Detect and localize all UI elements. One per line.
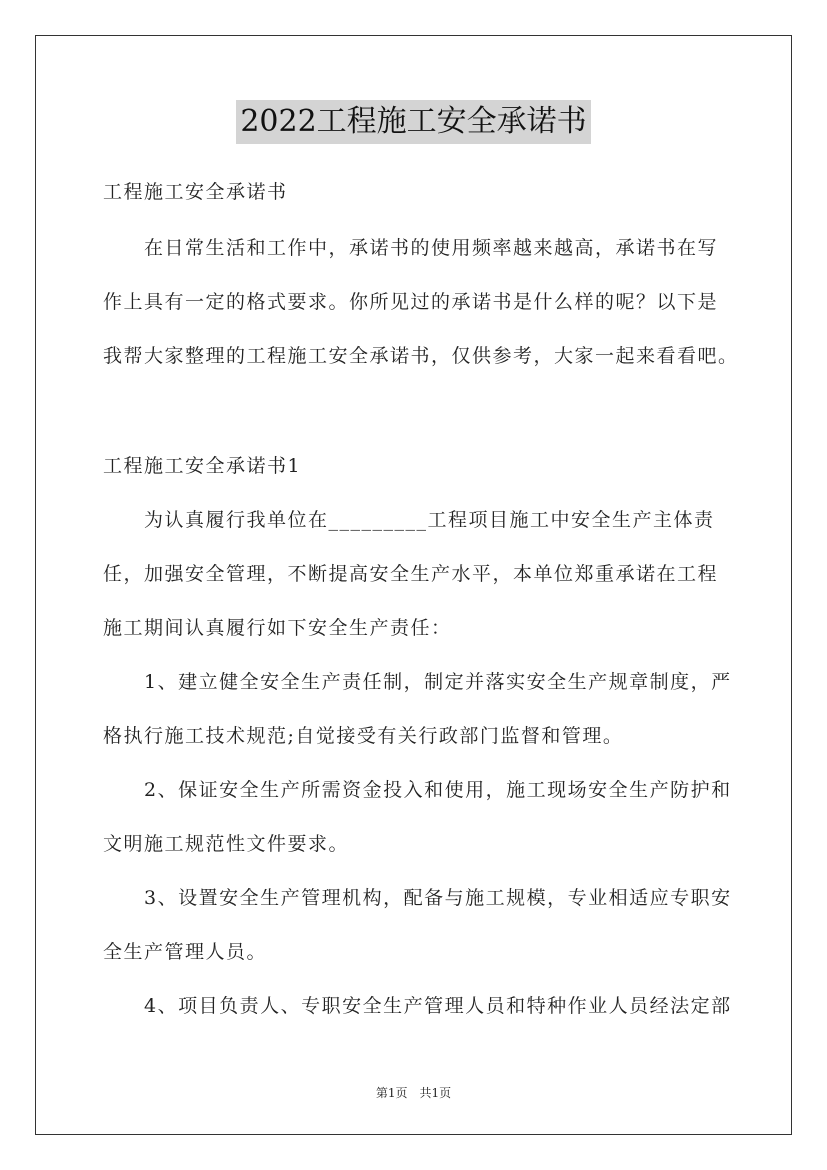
text-line: 在日常生活和工作中，承诺书的使用频率越来越高，承诺书在写 [103,237,719,259]
page-footer: 第1页 共1页 [375,1086,452,1100]
title-container [0,100,827,144]
text-line: 全生产管理人员。 [103,941,268,963]
text-line: 格执行施工技术规范;自觉接受有关行政部门监督和管理。 [103,725,624,747]
text-line: 2、保证安全生产所需资金投入和使用，施工现场安全生产防护和 [103,779,732,801]
text-line: 我帮大家整理的工程施工安全承诺书，仅供参考，大家一起来看看吧。 [103,345,739,367]
text-line: 4、项目负责人、专职安全生产管理人员和特种作业人员经法定部 [103,995,732,1017]
text-line: 任，加强安全管理，不断提高安全生产水平，本单位郑重承诺在工程 [103,563,719,585]
text-line-subtitle: 工程施工安全承诺书 [103,181,288,203]
text-line-section-heading: 工程施工安全承诺书1 [103,455,302,477]
text-line: 1、建立健全安全生产责任制，制定并落实安全生产规章制度，严 [103,671,732,693]
text-line: 作上具有一定的格式要求。你所见过的承诺书是什么样的呢？以下是 [103,291,719,313]
text-line: 施工期间认真履行如下安全生产责任： [103,617,452,639]
document-title: 2022工程施工安全承诺书 [236,100,590,144]
text-line: 3、设置安全生产管理机构，配备与施工规模，专业相适应专职安 [103,887,732,909]
text-line: 文明施工规范性文件要求。 [103,833,350,855]
text-line: 为认真履行我单位在_________工程项目施工中安全生产主体责 [103,509,715,531]
